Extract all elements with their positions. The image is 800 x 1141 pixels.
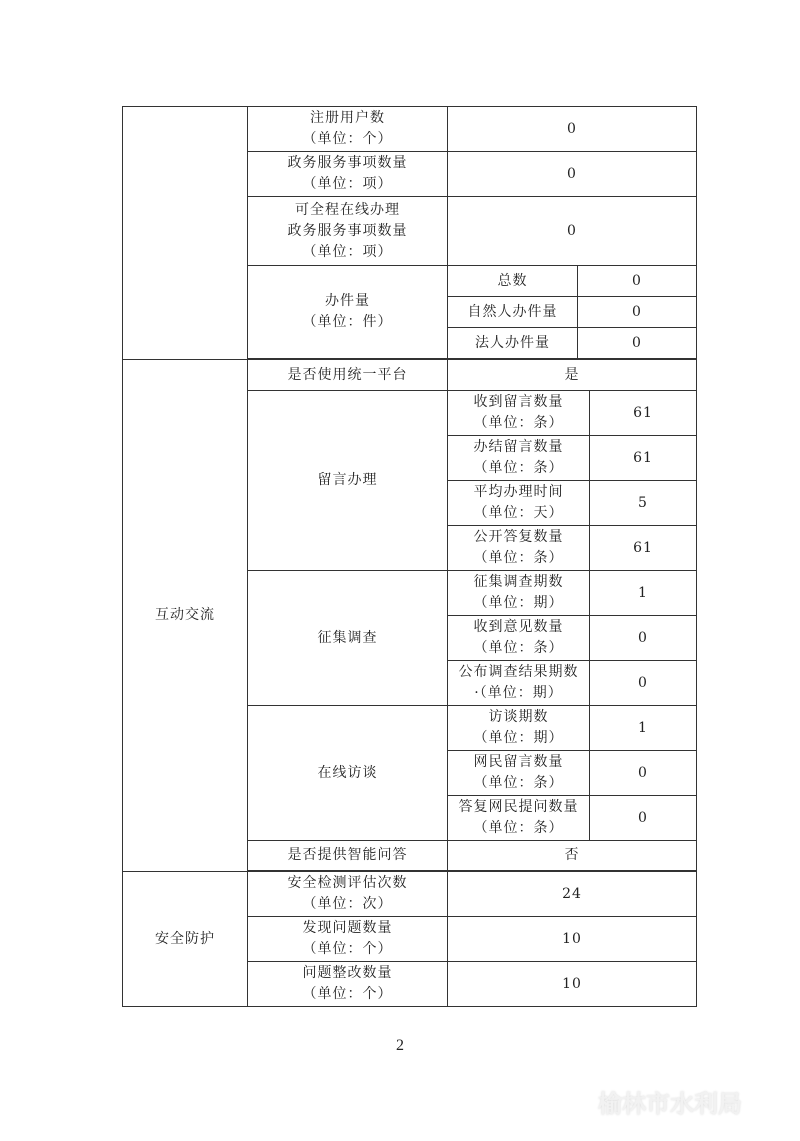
row-label: 是否提供智能问答 [248, 841, 448, 871]
sub-label: 收到留言数量 （单位：条） [448, 391, 590, 436]
row-label: 注册用户数 （单位：个） [248, 107, 448, 152]
sub-label: 法人办件量 [448, 328, 578, 359]
sub-value: 0 [590, 796, 697, 841]
sub-label: 访谈期数 （单位：期） [448, 706, 590, 751]
row-label: 问题整改数量 （单位：个） [248, 962, 448, 1007]
sub-label: 平均办理时间 （单位：天） [448, 481, 590, 526]
group-label: 留言办理 [248, 391, 448, 571]
sub-label: 公布调查结果期数 ·（单位：期） [448, 661, 590, 706]
sub-label: 收到意见数量 （单位：条） [448, 616, 590, 661]
sub-value: 0 [590, 616, 697, 661]
sub-label: 总数 [448, 266, 578, 297]
sub-value: 1 [590, 571, 697, 616]
row-value: 否 [448, 841, 697, 871]
sub-value: 61 [590, 391, 697, 436]
sub-value: 5 [590, 481, 697, 526]
row-label: 发现问题数量 （单位：个） [248, 917, 448, 962]
group-label: 在线访谈 [248, 706, 448, 841]
group-label: 征集调查 [248, 571, 448, 706]
row-value: 0 [448, 197, 697, 266]
sub-value: 0 [578, 297, 697, 328]
sub-value: 0 [590, 751, 697, 796]
category-security: 安全防护 [123, 872, 248, 1007]
sub-label: 答复网民提问数量 （单位：条） [448, 796, 590, 841]
row-label: 政务服务事项数量 （单位：项） [248, 152, 448, 197]
category-cell-blank [123, 107, 248, 360]
sub-value: 0 [578, 328, 697, 359]
table-row [123, 872, 697, 917]
row-label: 可全程在线办理 政务服务事项数量 （单位：项） [248, 197, 448, 266]
table-row [123, 360, 697, 391]
row-label: 是否使用统一平台 [248, 360, 448, 391]
row-label: 安全检测评估次数 （单位：次） [248, 872, 448, 917]
table-row [123, 107, 697, 152]
row-value: 24 [448, 872, 697, 917]
sub-label: 办结留言数量 （单位：条） [448, 436, 590, 481]
sub-label: 公开答复数量 （单位：条） [448, 526, 590, 571]
sub-label: 网民留言数量 （单位：条） [448, 751, 590, 796]
watermark-logo: 榆林市水利局 [590, 1086, 796, 1122]
row-value: 0 [448, 107, 697, 152]
row-value: 是 [448, 360, 697, 391]
sub-label: 征集调查期数 （单位：期） [448, 571, 590, 616]
statistics-table [122, 106, 697, 1007]
row-value: 10 [448, 962, 697, 1007]
category-interaction: 互动交流 [123, 360, 248, 872]
row-value: 10 [448, 917, 697, 962]
sub-value: 1 [590, 706, 697, 751]
sub-value: 61 [590, 526, 697, 571]
sub-label: 自然人办件量 [448, 297, 578, 328]
sub-value: 61 [590, 436, 697, 481]
sub-value: 0 [578, 266, 697, 297]
page-number: 2 [396, 1037, 404, 1054]
row-value: 0 [448, 152, 697, 197]
sub-value: 0 [590, 661, 697, 706]
row-label: 办件量 （单位：件） [248, 266, 448, 359]
